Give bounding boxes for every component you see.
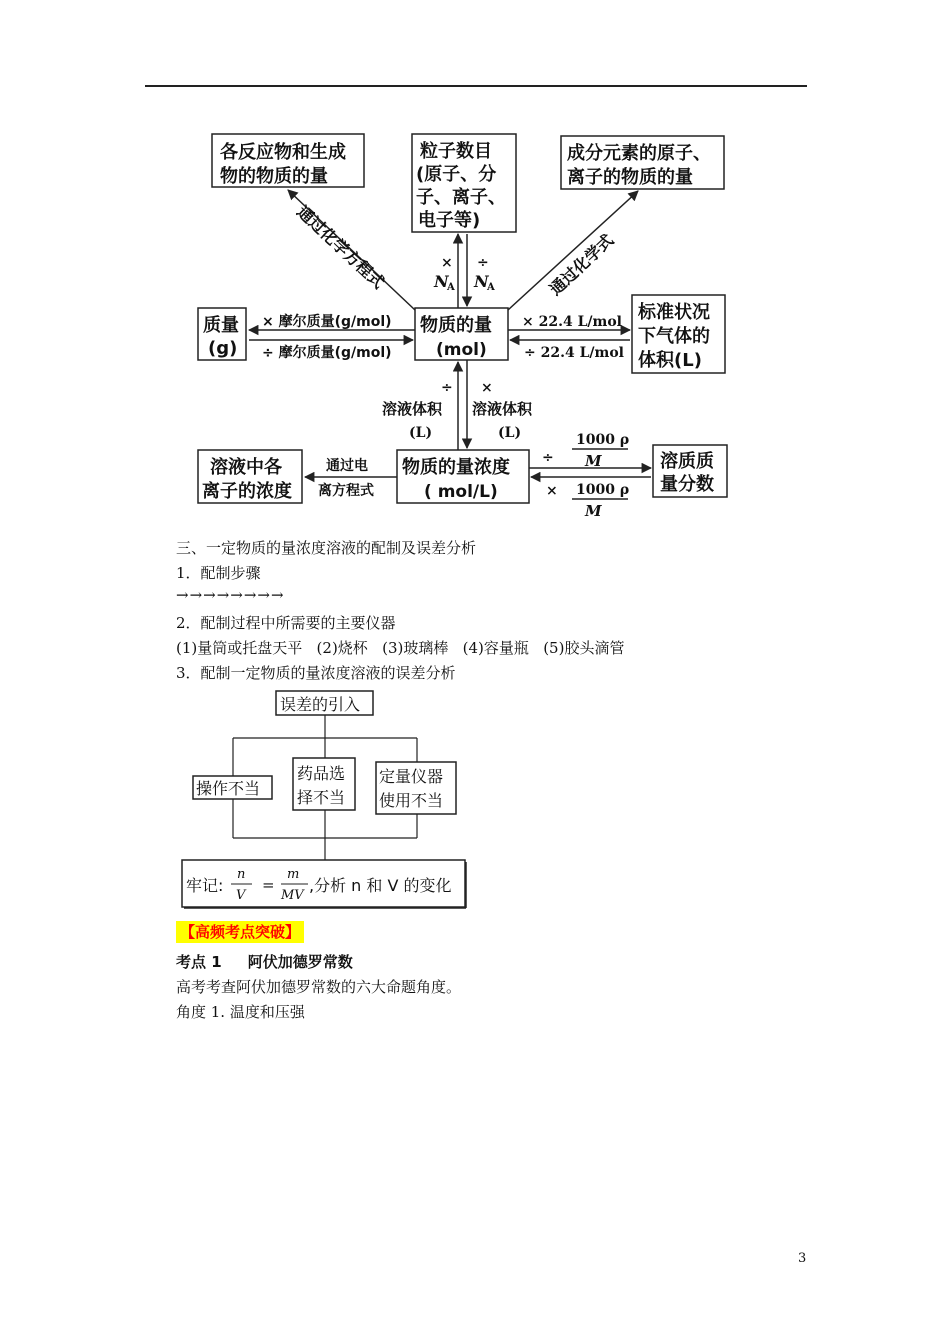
error-instrument-line1: 定量仪器 <box>379 767 444 786</box>
gas-volume-line3: 体积(L) <box>638 350 702 371</box>
divide-molar-volume-label: ÷ 22.4 L/mol <box>524 345 625 361</box>
formula-suffix: ,分析 n 和 V 的变化 <box>309 876 452 895</box>
mass-fraction-line1: 溶质质 <box>660 451 714 472</box>
divide-volume-sign: ÷ <box>441 380 453 396</box>
gas-volume-line1: 标准状况 <box>638 302 710 323</box>
mass-fraction-line2: 量分数 <box>660 474 714 495</box>
topic-line2: 角度 1. 温度和压强 <box>176 1003 305 1021</box>
mass-line2: (g) <box>208 338 238 359</box>
times-molar-volume-label: × 22.4 L/mol <box>522 314 623 330</box>
amount-line1: 物质的量 <box>420 315 492 336</box>
error-drug-line2: 择不当 <box>297 788 346 807</box>
component-atoms-line1: 成分元素的原子、 <box>567 143 711 164</box>
divide-fraction-sign: ÷ <box>542 450 554 466</box>
section3-heading: 三、一定物质的量浓度溶液的配制及误差分析 <box>176 539 477 557</box>
times-na-symbol: N <box>434 272 449 291</box>
reactants-products-line1: 各反应物和生成 <box>220 142 346 163</box>
ion-conc-line1: 溶液中各 <box>210 457 282 478</box>
formula-prefix: 牢记: <box>186 876 224 895</box>
via-equation-label: 通过化学方程式 <box>293 202 389 293</box>
gas-volume-line2: 下气体的 <box>638 326 710 347</box>
item1-heading: 1．配制步骤 <box>176 564 261 582</box>
divide-na-sign: ÷ <box>477 255 489 271</box>
divide-na-symbol: N <box>474 272 489 291</box>
error-op-label: 操作不当 <box>196 779 261 798</box>
formula-V: V <box>236 888 246 903</box>
error-root-label: 误差的引入 <box>280 695 361 714</box>
error-drug-line1: 药品选 <box>297 764 346 783</box>
mass-line1: 质量 <box>203 315 239 336</box>
arrow-to-component-atoms <box>508 191 638 310</box>
topic-line1: 高考考查阿伏加德罗常数的六大命题角度。 <box>176 978 462 996</box>
molarity-line2: ( mol/L) <box>424 482 498 502</box>
ion-conc-line2: 离子的浓度 <box>202 481 292 502</box>
formula-eq: = <box>262 876 275 894</box>
formula-m: m <box>287 867 300 882</box>
high-frequency-tag: 【高频考点突破】 <box>176 921 304 943</box>
topic-heading: 考点 1 阿伏加德罗常数 <box>176 953 353 971</box>
times-volume-unit: (L) <box>498 425 522 441</box>
particles-line4: 电子等) <box>418 210 481 231</box>
instruments-list: (1)量筒或托盘天平 (2)烧杯 (3)玻璃棒 (4)容量瓶 (5)胶头滴管 <box>176 639 625 657</box>
divide-molar-mass-label: ÷ 摩尔质量(g/mol) <box>262 345 392 361</box>
divide-fraction-num: 1000 ρ <box>576 432 630 448</box>
via-ionization-line1: 通过电 <box>326 458 368 474</box>
times-fraction-sign: × <box>546 483 558 499</box>
particles-line3: 子、离子、 <box>416 187 506 208</box>
via-ionization-line2: 离方程式 <box>318 483 374 499</box>
times-volume-sign: × <box>481 380 493 396</box>
reactants-products-line2: 物的物质的量 <box>220 166 328 187</box>
times-volume-label: 溶液体积 <box>472 400 533 418</box>
molarity-line1: 物质的量浓度 <box>402 457 510 478</box>
page-number: 3 <box>798 1251 807 1266</box>
steps-arrows: →→→→→→→→ <box>176 586 285 604</box>
times-molar-mass-label: × 摩尔质量(g/mol) <box>262 314 392 330</box>
formula-n: n <box>237 867 246 882</box>
times-na-sign: × <box>441 255 453 271</box>
item2-heading: 2．配制过程中所需要的主要仪器 <box>176 614 396 632</box>
divide-fraction-den: M <box>585 452 602 470</box>
formula-MV: MV <box>281 888 304 903</box>
particles-line2: (原子、分 <box>416 164 497 185</box>
divide-volume-label: 溶液体积 <box>382 400 443 418</box>
times-fraction-den: M <box>585 502 602 520</box>
times-fraction-num: 1000 ρ <box>576 482 630 498</box>
item3-heading: 3．配制一定物质的量浓度溶液的误差分析 <box>176 664 456 682</box>
component-atoms-line2: 离子的物质的量 <box>567 167 693 188</box>
amount-line2: (mol) <box>436 340 487 360</box>
times-na-sub: A <box>447 282 455 293</box>
divide-na-sub: A <box>487 282 495 293</box>
error-instrument-line2: 使用不当 <box>379 791 444 810</box>
divide-volume-unit: (L) <box>409 425 433 441</box>
via-formula-label: 通过化学式 <box>545 230 618 299</box>
particles-line1: 粒子数目 <box>420 141 492 162</box>
